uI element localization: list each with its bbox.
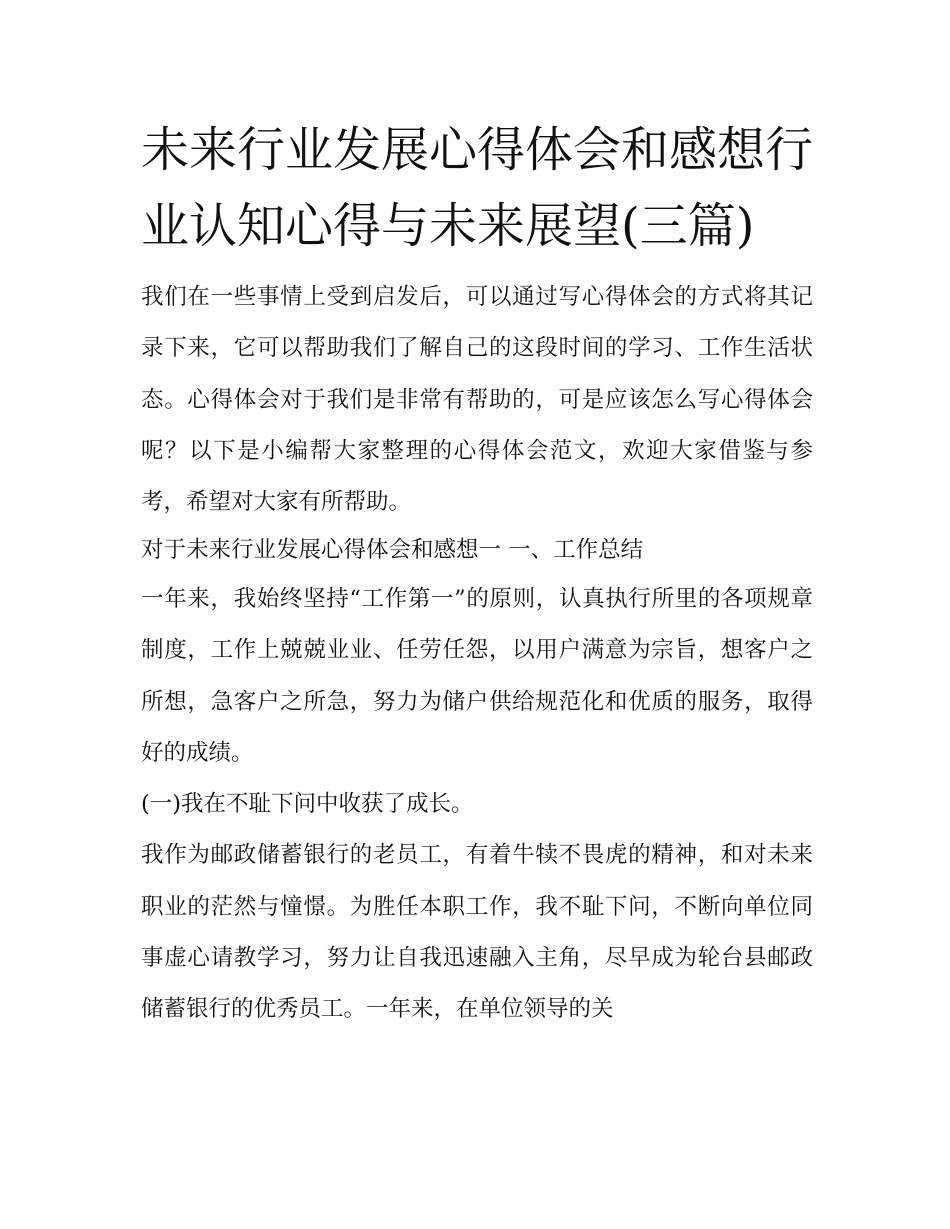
summary-paragraph: 一年来，我始终坚持“工作第一”的原则，认真执行所里的各项规章制度，工作上兢兢业业、任劳任怨，以用户满意为宗旨，想客户之所想，急客户之所急，努力为储户供给规范化和优质的服务，取得好的成绩。 xyxy=(141,585,813,766)
intro-paragraph: 我们在一些事情上受到启发后，可以通过写心得体会的方式将其记录下来，它可以帮助我们了解自己的这段时间的学习、工作生活状态。心得体会对于我们是非常有帮助的，可是应该怎么写心得体会呢？以下是小编帮大家整理的心得体会范文，欢迎大家借鉴与参考，希望对大家有所帮助。 xyxy=(141,284,813,516)
document-body xyxy=(141,272,813,1036)
subsection-heading: (一)我在不耻下问中收获了成长。 xyxy=(141,791,474,818)
body-paragraph: 我作为邮政储蓄银行的老员工，有着牛犊不畏虎的精神，和对未来职业的茫然与憧憬。为胜任本职工作，我不耻下问，不断向单位同事虚心请教学习，努力让自我迅速融入主角，尽早成为轮台县邮政储蓄银行的优秀员工。一年来，在单位领导的关 xyxy=(141,842,813,1023)
section-heading: 对于未来行业发展心得体会和感想一 一、工作总结 xyxy=(141,537,644,564)
document-content xyxy=(141,112,813,1036)
document-title: 未来行业发展心得体会和感想行业认知心得与未来展望(三篇) xyxy=(141,122,814,254)
